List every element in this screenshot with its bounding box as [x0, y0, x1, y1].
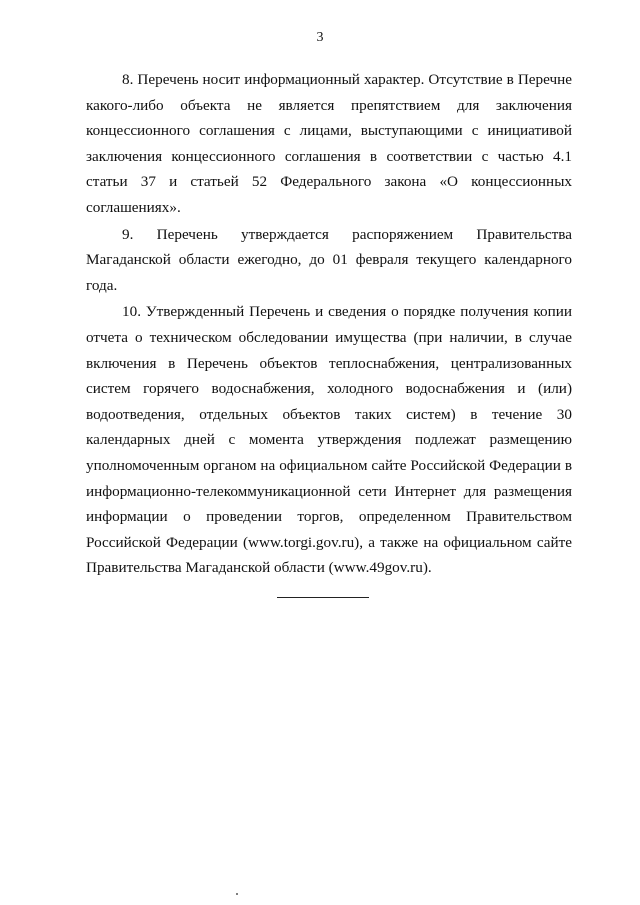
paragraph-9: 9. Перечень утверждается распоряжением Правительства Магаданской области ежегодно, до 01 февраля текущего календарного года.	[86, 225, 572, 294]
closing-rule	[277, 597, 369, 598]
document-body	[86, 67, 572, 581]
page-number: 3	[316, 30, 324, 45]
scan-speck	[236, 893, 238, 895]
paragraph-8: 8. Перечень носит информационный характер. Отсутствие в Перечне какого-либо объекта не является препятствием для заключения концессионного соглашения с лицами, выступающими с инициативой заключения концессионного соглашения в соответствии с частью 4.1 статьи 37 и статьей 52 Федерального закона «О концессионных соглашениях».	[86, 71, 572, 216]
paragraph-10: 10. Утвержденный Перечень и сведения о порядке получения копии отчета о техническом обследовании имущества (при наличии, в случае включения в Перечень объектов теплоснабжения, централизованных систем горячего водоснабжения, холодного водоснабжения и (или) водоотведения, отдельных объектов таких систем) в течение 30 календарных дней с момента утверждения подлежат размещению уполномоченным органом на официальном сайте Российской Федерации в информационно-телекоммуникационной сети Интернет для размещения информации о проведении торгов, определенном Правительством Российской Федерации (www.torgi.gov.ru), а также на официальном сайте Правительства Магаданской области (www.49gov.ru).	[86, 303, 572, 577]
